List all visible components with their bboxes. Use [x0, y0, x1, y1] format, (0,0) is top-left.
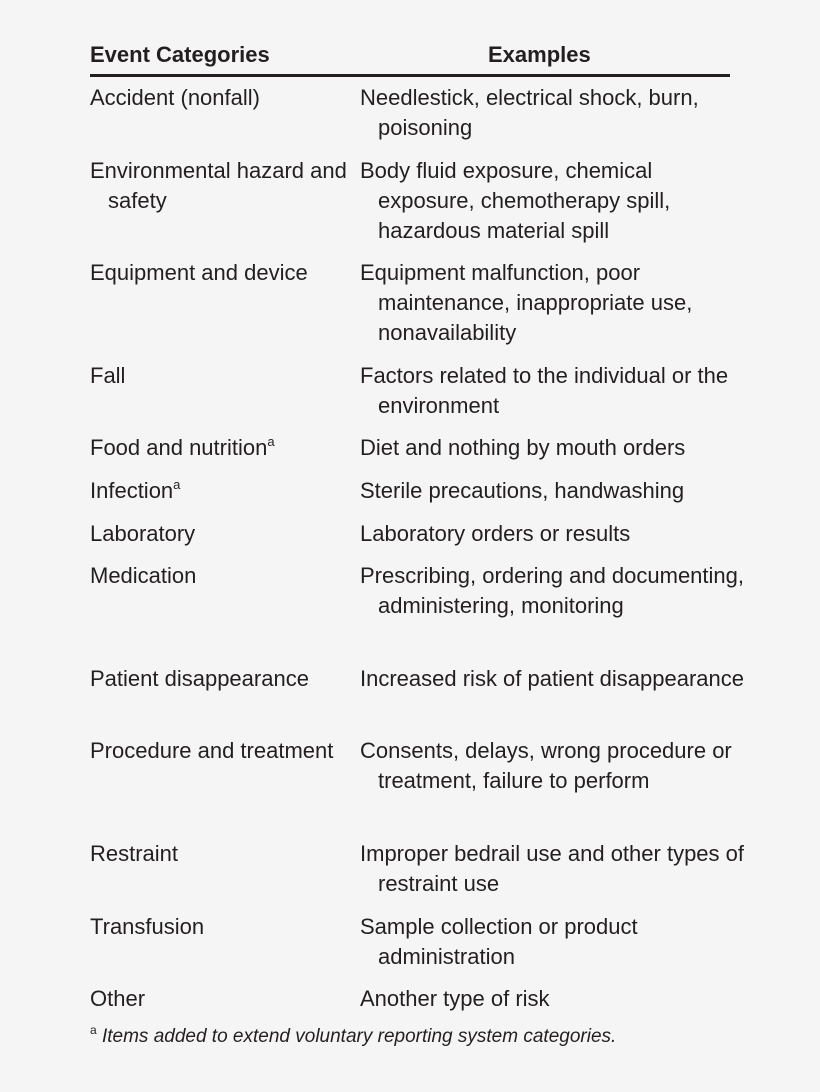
event-examples: Prescribing, ordering and documenting, administering, monitoring — [360, 563, 745, 618]
event-category-label: Infection — [90, 478, 174, 503]
event-category — [90, 476, 370, 506]
footnote-marker: a — [90, 1023, 97, 1037]
event-examples: Diet and nothing by mouth orders — [360, 435, 686, 460]
event-category — [90, 984, 370, 1014]
event-category-label: Laboratory — [90, 521, 196, 546]
event-category-label: Fall — [90, 363, 126, 388]
event-examples: Body fluid exposure, chemical exposure, chemotherapy spill, hazardous material spill — [360, 158, 671, 243]
event-categories-table — [90, 38, 745, 1011]
event-examples: Factors related to the individual or the environment — [360, 363, 729, 418]
event-category-label: Other — [90, 986, 146, 1011]
event-category — [90, 839, 370, 869]
event-examples: Sterile precautions, handwashing — [360, 478, 685, 503]
footnote-marker: a — [267, 434, 275, 449]
event-category — [90, 519, 370, 549]
footnote — [90, 1023, 617, 1048]
event-examples: Another type of risk — [360, 986, 550, 1011]
event-category — [90, 736, 370, 766]
event-examples: Consents, delays, wrong procedure or treatment, failure to perform — [360, 738, 732, 793]
event-category-label: Environmental hazard and safety — [90, 158, 347, 213]
event-examples: Increased risk of patient disappearance — [360, 666, 745, 691]
event-category — [90, 912, 370, 942]
event-category-label: Medication — [90, 563, 197, 588]
event-category-label: Food and nutrition — [90, 435, 268, 460]
event-category — [90, 433, 370, 463]
event-category-label: Patient disappearance — [90, 666, 309, 691]
event-category — [90, 258, 370, 288]
event-category — [90, 83, 370, 113]
event-category-label: Restraint — [90, 841, 179, 866]
event-examples: Needlestick, electrical shock, burn, poisoning — [360, 85, 699, 140]
event-category-label: Procedure and treatment — [90, 738, 334, 763]
event-category — [90, 664, 370, 694]
event-examples: Laboratory orders or results — [360, 521, 631, 546]
event-examples: Equipment malfunction, poor maintenance, inappropriate use, nonavailability — [360, 260, 693, 345]
event-category-label: Transfusion — [90, 914, 205, 939]
event-category-label: Accident (nonfall) — [90, 85, 260, 110]
table-header — [90, 38, 730, 77]
header-event-categories: Event Categories — [90, 42, 270, 67]
event-category — [90, 361, 370, 391]
event-examples: Improper bedrail use and other types of restraint use — [360, 841, 745, 896]
event-category-label: Equipment and device — [90, 260, 308, 285]
footnote-marker: a — [173, 477, 181, 492]
event-examples: Sample collection or product administration — [360, 914, 638, 969]
footnote-text: Items added to extend voluntary reporting system categories. — [96, 1026, 617, 1047]
event-category — [90, 156, 370, 216]
header-examples: Examples — [488, 42, 591, 67]
event-category — [90, 561, 370, 591]
